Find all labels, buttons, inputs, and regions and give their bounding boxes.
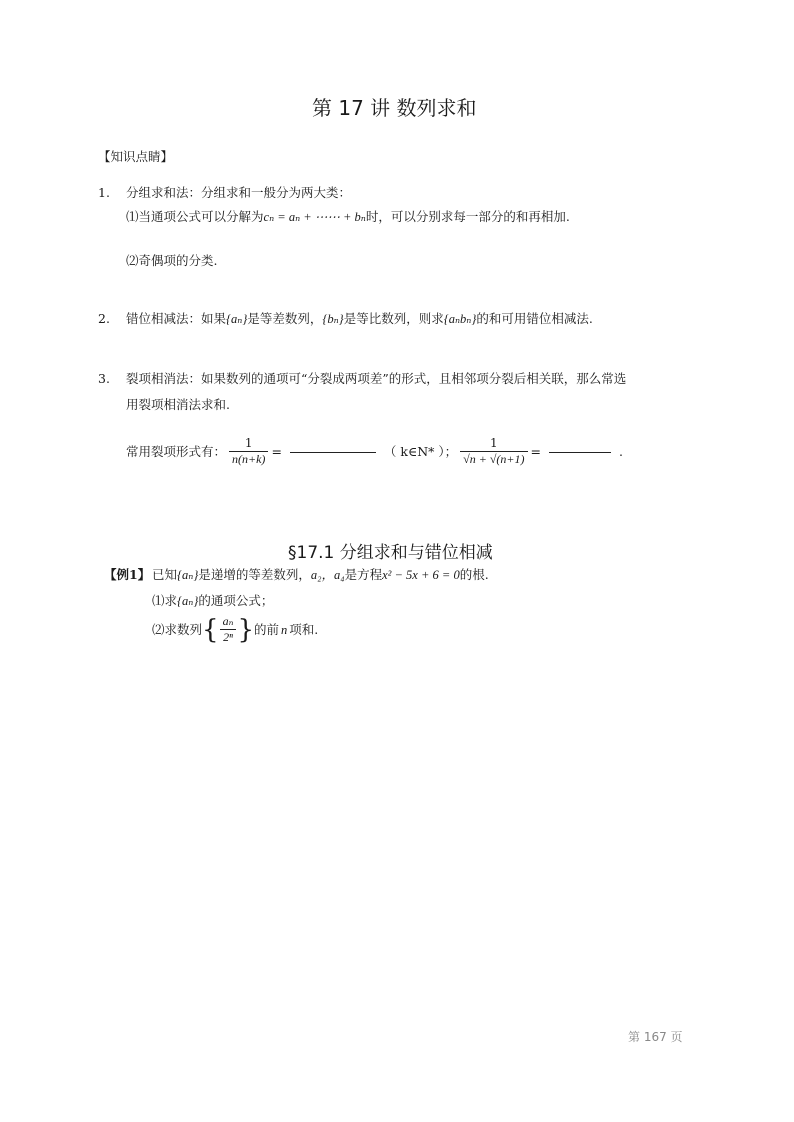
example-stem-a2a4: a₂，a₄ [310,568,345,582]
item-2-text [126,310,593,328]
condition-k: （ k∈N* ）； [383,443,458,459]
item-2-mid2: 是等比数列，则求 [343,311,444,326]
fraction-1 [229,436,268,467]
item-1-text: 分组求和法：分组求和一般分为两大类： [126,185,352,200]
item-2-seq-b: {bₙ} [322,312,344,326]
end-period: . [618,443,623,459]
item-1-sub2: ⑵奇偶项的分类. [126,253,218,268]
q2-n: n [281,622,288,637]
common-forms-row [126,436,623,467]
item-1-sub1-prefix: ⑴当通项公式可以分解为 [126,209,264,224]
item-2-number: 2. [98,311,110,326]
item-2-suffix: 的和可用错位相减法. [476,311,593,326]
example-stem-prefix: 已知 [152,567,178,582]
example-stem-mid: 是递增的等差数列， [198,567,311,582]
item-2-seq-a: {aₙ} [226,312,248,326]
page-title: 第 17 讲 数列求和 [312,96,477,120]
item-1-sub1 [126,208,570,226]
q2-fraction [220,614,237,645]
fraction-2 [460,436,527,467]
item-3-line2: 用裂项相消法求和. [126,397,230,412]
item-1-sub1-formula: cₙ = aₙ + ⋯⋯ + bₙ [263,210,366,224]
q1-suffix: 的通项公式； [198,593,274,608]
example-q1 [152,592,273,610]
section-title: §17.1 分组求和与错位相减 [288,543,493,563]
page-number: 第 167 页 [628,1030,683,1044]
item-2-mid1: 是等差数列， [247,311,323,326]
common-forms-label: 常用裂项形式有： [126,443,227,459]
example-1-stem [152,566,489,584]
example-stem-mid2: 是方程 [344,567,383,582]
q2-numerator: aₙ [222,614,234,628]
example-stem-suffix: 的根. [459,567,489,582]
equals-2: = [530,443,541,459]
fraction-1-numerator: 1 [244,436,253,450]
equals-1: = [271,443,282,459]
answer-blank-2[interactable] [549,451,611,453]
q2-denominator: 2ⁿ [220,629,236,645]
q1-prefix: ⑴求 [152,593,178,608]
q1-an: {aₙ} [177,594,199,608]
item-3-number: 3. [98,371,110,386]
item-2-seq-ab: {aₙbₙ} [443,312,477,326]
item-1-sub1-suffix: 时，可以分别求每一部分的和再相加. [365,209,570,224]
example-stem-an: {aₙ} [177,568,199,582]
q2-mid: 的前 [253,621,279,637]
answer-blank-1[interactable] [290,451,376,453]
example-equation: x² − 5x + 6 = 0 [382,568,460,582]
q2-brace-left: { [202,614,219,645]
item-2-prefix: 错位相减法：如果 [126,311,227,326]
q2-prefix: ⑵求数列 [152,621,203,637]
fraction-2-denominator: √n + √(n+1) [460,451,527,467]
item-1-number: 1. [98,185,110,200]
q2-suffix: 项和. [289,621,319,637]
fraction-2-numerator: 1 [490,436,498,450]
fraction-1-denominator: n(n+k) [229,451,268,467]
q2-brace-right: } [237,614,254,645]
example-q2 [152,614,318,645]
knowledge-header: 【知识点睛】 [98,149,174,164]
item-3-line1: 裂项相消法：如果数列的通项可“分裂成两项差”的形式，且相邻项分裂后相关联，那么常选 [126,371,627,386]
example-1-label: 【例1】 [104,567,151,582]
